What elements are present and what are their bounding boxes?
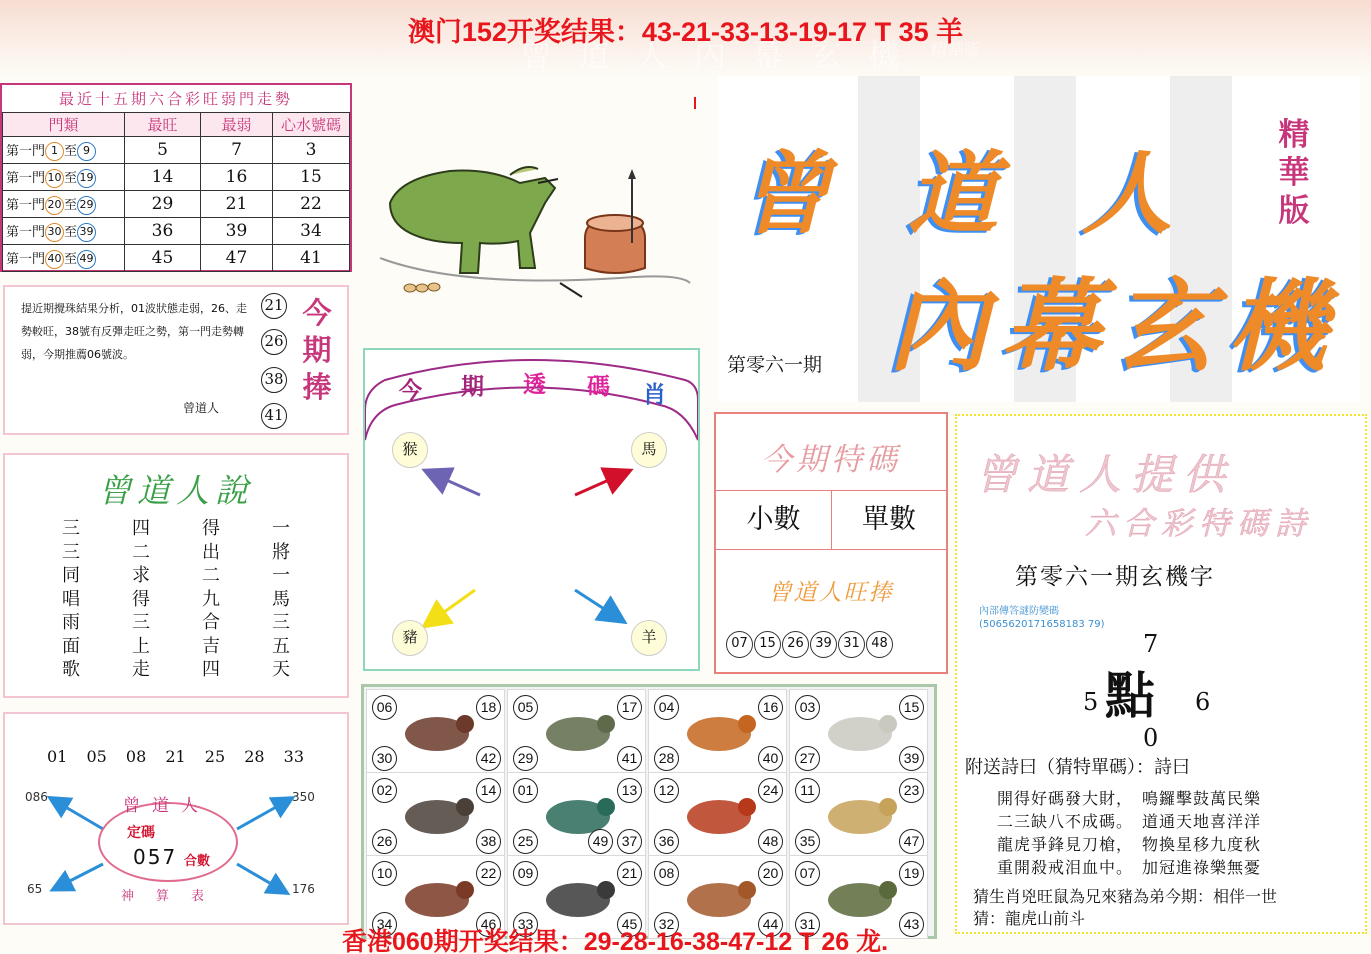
number-ball: 42 [476, 746, 501, 771]
dingma-number: 057 [133, 845, 178, 869]
analysis-signature: 曾道人 [183, 401, 220, 415]
header-pick: 心水號碼 [273, 113, 350, 137]
number-ball: 09 [513, 861, 538, 886]
analysis-text: 提近期攪珠結果分析，01波狀態走弱，26、走勢較旺，38號有反彈走旺之勢，第一門走勢轉弱，今期推薦06號波。 [21, 302, 247, 361]
special-title: 今期特碼 [761, 442, 901, 478]
number-ball: 27 [795, 746, 820, 771]
recommend-ball: 41 [261, 403, 287, 429]
gate-to-ball: 9 [77, 142, 96, 161]
says-title: 曾道人說 [98, 471, 254, 510]
number-ball: 32 [654, 912, 679, 937]
title-char: 幕 [1001, 267, 1101, 385]
header-hot: 最旺 [125, 113, 201, 137]
to-label: 至 [64, 143, 78, 159]
number-ball: 47 [899, 829, 924, 854]
number-ball: 14 [476, 778, 501, 803]
poem-line: 開得好碼發大財， 鳴鑼擊鼓萬民樂 [997, 789, 1262, 808]
poem-column: 得出二九合吉四 [202, 518, 220, 680]
number-ball: 43 [899, 912, 924, 937]
number-ball: 13 [617, 778, 642, 803]
edition-label: 精華版 [1278, 117, 1310, 229]
title-char: 人 [1082, 141, 1172, 247]
special-ball: 07 [726, 631, 753, 658]
number-ball: 31 [795, 912, 820, 937]
number-ball: 37 [617, 829, 642, 854]
special-code-panel [714, 412, 948, 674]
poem-line: 二三缺八不成碼。 道通天地喜洋洋 [997, 812, 1262, 831]
gate-cell [3, 191, 125, 218]
analysis-panel [3, 285, 349, 435]
poem-issue-title: 第零六一期玄機字 [1015, 564, 1215, 590]
gate-label: 第一門 [6, 143, 46, 159]
zodiac-grid [361, 684, 937, 939]
number-ball: 21 [617, 861, 642, 886]
gate-label: 第一門 [6, 197, 46, 213]
recommend-ball: 21 [261, 293, 287, 319]
gate-to-ball: 39 [77, 223, 96, 242]
title-char: 機 [1227, 267, 1327, 385]
number-ball: 23 [899, 778, 924, 803]
special-cell-odd: 單數 [832, 490, 946, 550]
zodiac-cell-ox [507, 689, 646, 773]
trend-row [3, 191, 350, 218]
gate-label: 第一門 [6, 170, 46, 186]
gate-label: 第一門 [6, 224, 46, 240]
trend-row [3, 218, 350, 245]
trend-row [3, 164, 350, 191]
dian-number-left: 5 [1083, 688, 1099, 716]
special-ball: 39 [810, 631, 837, 658]
hot-cell: 5 [125, 137, 201, 164]
special-brand: 曾道人旺捧 [768, 580, 894, 606]
number-row: 01 05 08 21 25 28 33 [47, 747, 305, 766]
corner-number: 65 [27, 882, 43, 896]
number-ball: 46 [476, 912, 501, 937]
poem-column: 四二求得三上走 [132, 518, 150, 680]
poem-column: 一將一馬三五天 [272, 518, 290, 680]
cold-cell: 16 [201, 164, 273, 191]
hot-cell: 29 [125, 191, 201, 218]
number-ball: 26 [372, 829, 397, 854]
cold-cell: 47 [201, 245, 273, 272]
number-ball: 05 [513, 695, 538, 720]
dingma-label: 定碼 [127, 825, 155, 841]
number-ball: 25 [513, 829, 538, 854]
poem-line: 龍虎爭鋒見刀槍， 物換星移九度秋 [997, 835, 1262, 854]
dian-number-top: 7 [1143, 630, 1159, 658]
compass-title-char: 碼 [587, 374, 610, 400]
cold-cell: 7 [201, 137, 273, 164]
dinosaur-illustration [360, 83, 704, 305]
number-ball: 28 [654, 746, 679, 771]
pick-cell: 22 [273, 191, 350, 218]
title-panel [718, 76, 1360, 402]
number-ball: 45 [617, 912, 642, 937]
number-ball: 44 [758, 912, 783, 937]
dian-number-right: 6 [1195, 688, 1211, 716]
number-ball: 29 [513, 746, 538, 771]
trend-row [3, 245, 350, 272]
number-ball: 04 [654, 695, 679, 720]
gate-to-ball: 29 [77, 196, 96, 215]
compass-title-char: 肖 [643, 382, 666, 408]
corner-number: 086 [25, 790, 48, 804]
zodiac-cell-tiger [648, 689, 787, 773]
hongkong-result: 香港060期开奖结果：29-28-16-38-47-12 T 26 龙. [342, 928, 889, 954]
trend-table [2, 112, 350, 272]
cold-cell: 39 [201, 218, 273, 245]
zodiac-cell-rat [366, 689, 505, 773]
title-char: 曾 [740, 141, 830, 247]
header-gate: 門類 [3, 113, 125, 137]
trend-table-panel [0, 83, 352, 272]
zodiac-cell-dragon [366, 772, 505, 856]
gate-cell [3, 245, 125, 272]
zodiac-cell-goat [789, 772, 928, 856]
title-char: 內 [888, 267, 988, 385]
issue-label: 第零六一期 [727, 354, 823, 376]
dian-char: 點 [1105, 666, 1155, 725]
hot-cell: 36 [125, 218, 201, 245]
recommend-ball: 38 [261, 367, 287, 393]
gate-from-ball: 40 [45, 250, 64, 269]
special-cell-small: 小數 [716, 490, 832, 550]
number-table-panel [3, 712, 349, 925]
poem-subtitle: 六合彩特碼詩 [1085, 506, 1313, 542]
number-ball: 35 [795, 829, 820, 854]
hot-cell: 14 [125, 164, 201, 191]
poem-panel [955, 414, 1367, 934]
gate-from-ball: 10 [45, 169, 64, 188]
zodiac-cell-rabbit [789, 689, 928, 773]
number-ball: 22 [476, 861, 501, 886]
poem-guess: 猜：龍虎山前斗 [973, 909, 1086, 928]
pick-cell: 41 [273, 245, 350, 272]
ghost-edition: 精華版 [930, 41, 981, 61]
number-ball: 49 [588, 829, 613, 854]
number-ball: 06 [372, 695, 397, 720]
number-ball: 41 [617, 746, 642, 771]
number-ball: 17 [617, 695, 642, 720]
to-label: 至 [64, 224, 78, 240]
trend-title: 最近十五期六合彩旺弱門走勢 [58, 90, 293, 108]
tip-label: 今期捧 [302, 296, 332, 404]
compass-title-char: 期 [461, 374, 484, 400]
number-ball: 12 [654, 778, 679, 803]
poem-line: 重開殺戒泪血中。 加冠進祿樂無憂 [997, 858, 1262, 877]
gate-cell [3, 164, 125, 191]
poem-provider: 曾道人提供 [975, 450, 1236, 499]
header-cold: 最弱 [201, 113, 273, 137]
number-ball: 18 [476, 695, 501, 720]
number-ball: 03 [795, 695, 820, 720]
number-ball: 20 [758, 861, 783, 886]
poem-gift: 附送詩曰（猜特單碼）：詩曰 [965, 757, 1190, 778]
number-ball: 15 [899, 695, 924, 720]
zodiac-compass-panel [363, 348, 700, 671]
zodiac-ball-pig: 豬 [392, 620, 428, 656]
number-ball: 01 [513, 778, 538, 803]
compass-title-char: 透 [523, 372, 546, 398]
dian-number-bottom: 0 [1143, 724, 1159, 752]
special-ball: 48 [866, 631, 893, 658]
to-label: 至 [64, 197, 78, 213]
gate-to-ball: 49 [77, 250, 96, 269]
number-ball: 48 [758, 829, 783, 854]
zodiac-cell-horse [648, 772, 787, 856]
poem-note: (5065620171658183 79) [979, 619, 1105, 630]
special-ball: 26 [782, 631, 809, 658]
poem-note: 內部傳答謎防變碼 [979, 606, 1059, 617]
title-char: 玄 [1114, 267, 1214, 385]
number-ball: 38 [476, 829, 501, 854]
zodiac-ball-goat: 羊 [631, 620, 667, 656]
number-ball: 40 [758, 746, 783, 771]
number-ball: 19 [899, 861, 924, 886]
compass-title-char: 今 [399, 378, 422, 404]
zodiac-cell-snake [507, 772, 646, 856]
number-ball: 07 [795, 861, 820, 886]
gate-from-ball: 30 [45, 223, 64, 242]
pick-cell: 15 [273, 164, 350, 191]
oval-brand: 曾道人 [123, 796, 210, 816]
zodiac-ball-horse: 馬 [631, 432, 667, 468]
corner-number: 350 [292, 790, 315, 804]
gate-to-ball: 19 [77, 169, 96, 188]
number-ball: 34 [372, 912, 397, 937]
ghost-title: 曾道人內幕玄機 [520, 36, 927, 74]
hot-cell: 45 [125, 245, 201, 272]
number-ball: 24 [758, 778, 783, 803]
heshu-label: 合數 [184, 854, 211, 869]
zodiac-ball-monkey: 猴 [392, 432, 428, 468]
trend-row [3, 137, 350, 164]
gate-from-ball: 20 [45, 196, 64, 215]
number-ball: 11 [795, 778, 820, 803]
corner-number: 176 [292, 882, 315, 896]
recommend-ball: 26 [261, 329, 287, 355]
poem-column: 三三同唱雨面歌 [62, 518, 80, 680]
number-ball: 10 [372, 861, 397, 886]
gate-from-ball: 1 [45, 142, 64, 161]
poem-guess: 猜生肖兇旺鼠為兄來豬為弟今期：相伴一世 [973, 887, 1278, 906]
number-ball: 30 [372, 746, 397, 771]
to-label: 至 [64, 170, 78, 186]
number-ball: 16 [758, 695, 783, 720]
title-char: 道 [908, 141, 998, 247]
gate-cell [3, 137, 125, 164]
pick-cell: 3 [273, 137, 350, 164]
number-ball: 33 [513, 912, 538, 937]
number-ball: 39 [899, 746, 924, 771]
to-label: 至 [64, 251, 78, 267]
number-ball: 02 [372, 778, 397, 803]
special-balls [726, 631, 894, 658]
oval-footer: 神算表 [121, 889, 227, 904]
number-ball: 08 [654, 861, 679, 886]
macau-result: 澳门152开奖结果：43-21-33-13-19-17 T 35 羊 [407, 17, 964, 47]
gate-cell [3, 218, 125, 245]
cold-cell: 21 [201, 191, 273, 218]
gate-label: 第一門 [6, 251, 46, 267]
number-ball: 36 [654, 829, 679, 854]
pick-cell: 34 [273, 218, 350, 245]
says-panel [3, 453, 349, 698]
special-ball: 15 [754, 631, 781, 658]
special-ball: 31 [838, 631, 865, 658]
